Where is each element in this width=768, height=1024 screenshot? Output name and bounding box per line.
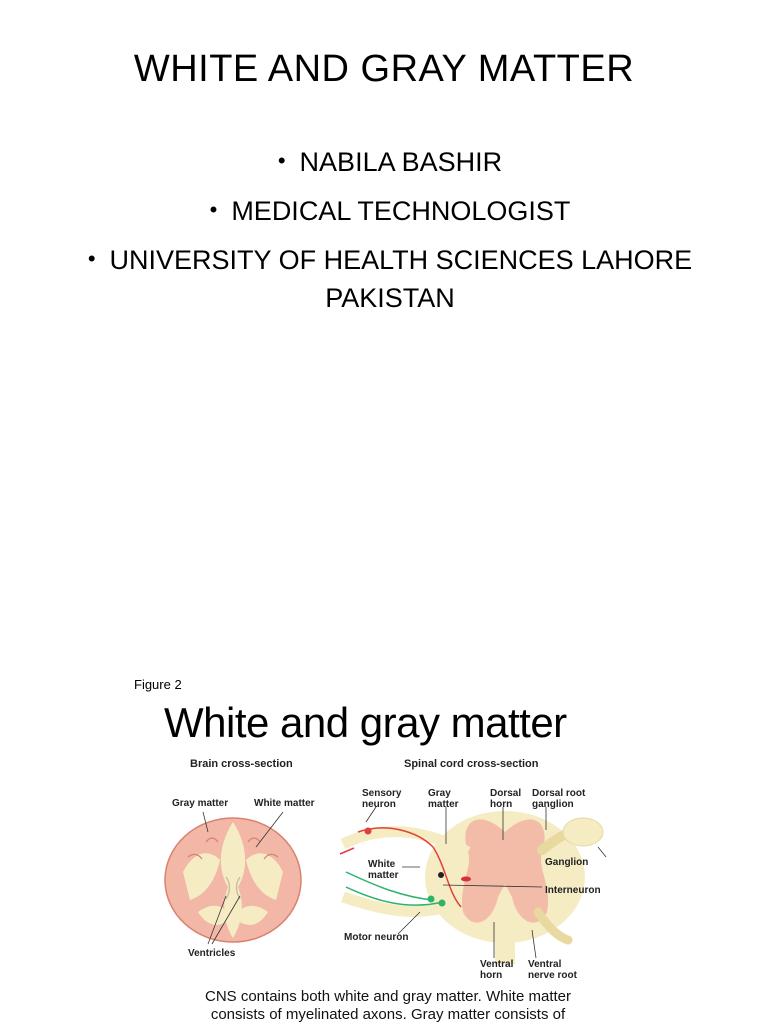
bullet-text: NABILA BASHIR: [299, 147, 503, 177]
spinal-sensory-neuron-label: Sensory neuron: [362, 788, 402, 810]
spinal-ganglion-label: Ganglion: [545, 857, 589, 868]
slide-title: WHITE AND GRAY MATTER: [133, 48, 635, 90]
figure-label: Figure 2: [134, 677, 182, 692]
spinal-interneuron-label: Interneuron: [545, 885, 601, 896]
caption-line-2: consists of myelinated axons. Gray matter consists of: [210, 1006, 566, 1023]
bullet-item: [40, 191, 740, 230]
spinal-heading: Spinal cord cross-section: [404, 758, 539, 770]
bullet-list: [40, 142, 740, 327]
bullet-dot-icon: •: [277, 148, 286, 173]
caption-line-1: CNS contains both white and gray matter. White matter: [205, 988, 571, 1005]
spinal-ventral-nerve-root-label: Ventral nerve root: [528, 959, 577, 981]
brain-gray-matter-label: Gray matter: [172, 798, 229, 809]
brain-cross-section-illustration: [165, 812, 301, 944]
brain-heading: Brain cross-section: [190, 758, 293, 770]
spinal-white-matter-label: White matter: [368, 859, 399, 881]
brain-white-matter-label: White matter: [254, 798, 315, 809]
bullet-item: [40, 240, 740, 317]
figure-image: [128, 672, 648, 1024]
bullet-text: MEDICAL TECHNOLOGIST: [231, 196, 571, 226]
bullet-dot-icon: •: [87, 246, 96, 271]
spinal-dorsal-root-ganglion-label: Dorsal root ganglion: [532, 788, 586, 810]
bullet-item: [40, 142, 740, 181]
brain-ventricles-label: Ventricles: [188, 948, 236, 959]
spinal-motor-neuron-label: Motor neuron: [344, 932, 409, 943]
spinal-dorsal-horn-label: Dorsal horn: [490, 788, 522, 810]
bullet-text: UNIVERSITY OF HEALTH SCIENCES LAHORE PAKISTAN: [109, 245, 693, 313]
figure-caption: [128, 988, 648, 1024]
figure-title: White and gray matter: [164, 699, 567, 746]
spinal-gray-matter-label: Gray matter: [428, 788, 459, 810]
spinal-ventral-horn-label: Ventral horn: [480, 959, 514, 981]
bullet-dot-icon: •: [209, 197, 218, 222]
